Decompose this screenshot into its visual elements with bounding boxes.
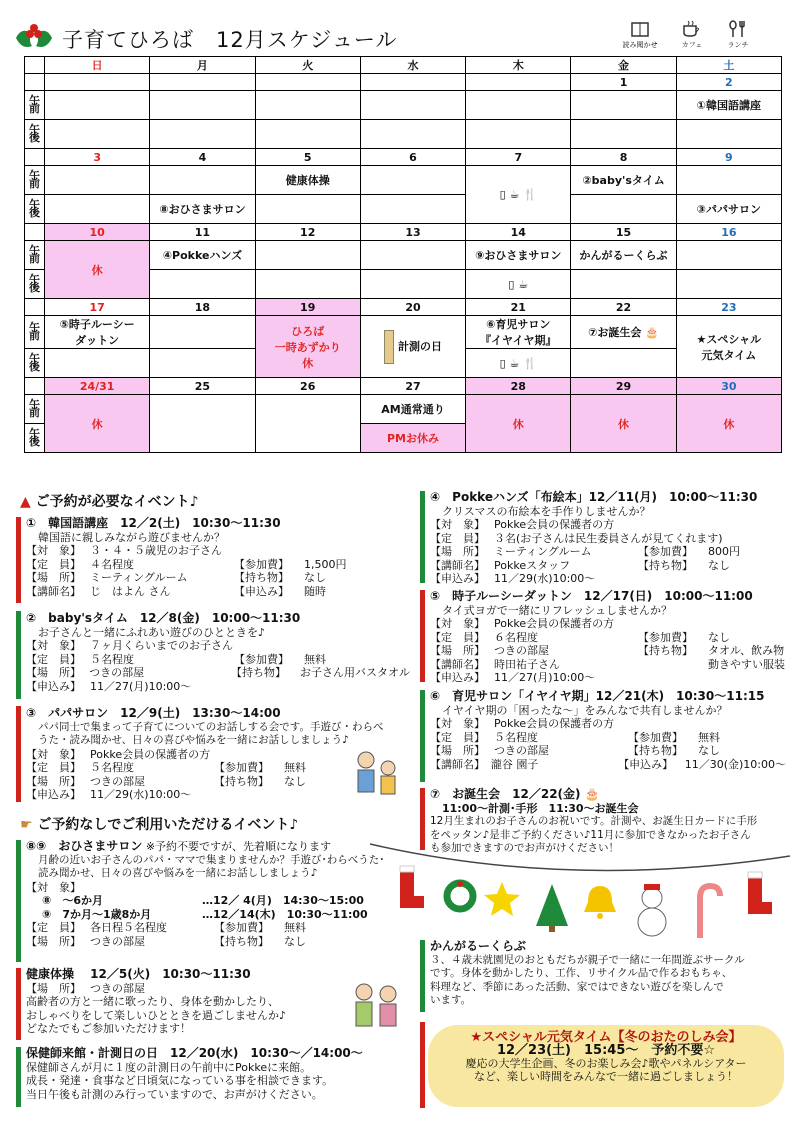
cafe-icon: ☕	[509, 356, 520, 370]
date-cell	[45, 74, 150, 91]
closed-cell: 休	[466, 395, 571, 453]
date-cell: 27	[360, 378, 465, 395]
event-birthday: ⑦ お誕生会 12／22(金) 🎂 11:00～計測･手形 11:30～お誕生会 12月生まれのお子さんのお祝いです。計測や、お誕生日カードに手形 をペッタン♪是非ご予約ください♪11月に参加できなかったお子さん も参加できますのでお声がけください！	[430, 787, 758, 854]
am-label: 午前	[25, 241, 45, 270]
closed-cell: 休	[45, 241, 150, 299]
accent-bar	[420, 1022, 425, 1108]
event-cell: ⑧おひさまサロン	[150, 195, 255, 224]
pm-label: 午後	[25, 349, 45, 378]
date-cell: 5	[255, 149, 360, 166]
closed-cell: 休	[45, 395, 150, 453]
date-cell: 8	[571, 149, 676, 166]
event-cell: ⑥育児サロン 『イヤイヤ期』	[466, 316, 571, 349]
icon-cell	[466, 349, 571, 378]
date-cell: 26	[255, 378, 360, 395]
date-cell: 15	[571, 224, 676, 241]
date-cell: 11	[150, 224, 255, 241]
date-cell: 25	[150, 378, 255, 395]
legend-label: カフェ	[681, 41, 703, 49]
icon-cell	[466, 270, 571, 299]
closed-cell: 休	[676, 395, 781, 453]
event-hoken: 保健師来館・計測日の日 12／20(水) 10:30～／14:00～ 保健師さんが月に１度の計測日の午前中にPokkeに来館。 成長・発達・食事など日頃気になっている事を相談できます。 当日午後も計測のみ行っていますので、お声がけください。	[26, 1046, 363, 1101]
header	[14, 20, 784, 56]
date-cell: 14	[466, 224, 571, 241]
cafe-icon	[681, 20, 703, 38]
am-label: 午前	[25, 316, 45, 349]
date-cell: 4	[150, 149, 255, 166]
pm-label: 午後	[25, 270, 45, 299]
wreath-icon	[447, 881, 473, 909]
date-cell: 3	[45, 149, 150, 166]
weekday-wed: 水	[360, 57, 465, 74]
date-cell: 20	[360, 299, 465, 316]
am-label: 午前	[25, 395, 45, 424]
date-cell: 6	[360, 149, 465, 166]
pm-label: 午後	[25, 120, 45, 149]
tree-icon	[536, 884, 568, 932]
weekday-thu: 木	[466, 57, 571, 74]
cake-icon: 🎂	[584, 787, 600, 801]
date-cell: 23	[676, 299, 781, 316]
lunch-icon: 🍴	[523, 356, 537, 370]
reserve-heading: ▲ ご予約が必要なイベント♪	[20, 494, 199, 510]
measure-icon	[384, 330, 394, 364]
accent-bar	[420, 491, 425, 583]
legend-label: ランチ	[727, 41, 749, 49]
event-cell: ⑨おひさまサロン	[466, 241, 571, 270]
book-icon: ▯	[508, 277, 515, 291]
accent-bar	[16, 517, 21, 603]
icon-cell	[466, 166, 571, 224]
candy-cane-icon	[700, 886, 720, 938]
santa-hat-icon: ▲	[20, 494, 31, 510]
legend-book	[610, 20, 670, 50]
date-cell: 22	[571, 299, 676, 316]
date-cell: 13	[360, 224, 465, 241]
accent-bar	[420, 940, 425, 1012]
snowman-icon	[638, 884, 666, 936]
weekday-mon: 月	[150, 57, 255, 74]
event-cell: ★スペシャル 元気タイム	[676, 316, 781, 378]
date-cell: 18	[150, 299, 255, 316]
pm-label: 午後	[25, 424, 45, 453]
elderly-couple-icon	[346, 980, 406, 1036]
pointing-hand-icon: ☛	[20, 817, 33, 833]
weekday-tue: 火	[255, 57, 360, 74]
event-cell: ①韓国語講座	[676, 91, 781, 120]
date-cell: 30	[676, 378, 781, 395]
event-cell: ②baby'sタイム	[571, 166, 676, 195]
date-cell: 28	[466, 378, 571, 395]
date-cell: 16	[676, 224, 781, 241]
date-cell: 10	[45, 224, 150, 241]
weekday-sat: 土	[676, 57, 781, 74]
book-icon: ▯	[499, 188, 506, 201]
noreserve-heading: ☛ ご予約なしでご利用いただけるイベント♪	[20, 817, 299, 833]
event-cell: AM通常通り	[360, 395, 465, 424]
stocking-icon	[748, 872, 772, 914]
am-label: 午前	[25, 91, 45, 120]
event-lucy-datton: ⑤ 時子ルーシーダットン 12／17(日) 10:00～11:00 タイ式ヨガで一緒にリフレッシュしませんか？ 【対 象】 Pokke会員の保護者の方 【定 員】 ６名程度 【参加費】 なし 【場 所】 つきの部屋 【持ち物】 タオル、飲み物 【講師名】 時田祐子さん 動きやすい服装 【申込み】 11／27(月)10:00～	[430, 589, 785, 684]
accent-bar	[16, 840, 21, 962]
date-cell	[466, 74, 571, 91]
event-kangaroo: かんがるーくらぶ ３、４歳未就園児のおともだちが親子で一緒に一年間遊ぶサークル です。身体を動かしたり、工作、リサイクル品で作るおもちゃ、 料理など、季節にあった活動、家ではできない遊びを楽しんで います。	[430, 939, 745, 1006]
closed-cell: PMお休み	[360, 424, 465, 453]
star-icon	[484, 882, 520, 916]
event-ohisama: ⑧⑨ おひさまサロン ※予約不要ですが、先着順になります 月齢の近いお子さんのパパ・ママで集まりませんか？手遊び･わらべうた･ 読み聞かせ、日々の喜びや悩みを一緒にお話ししましょう♪ 【対 象】 ⑧ ～6か月 …12／ 4(月) 14:30～15:00 ⑨ 7か月～1歳8か月 …12／14(木) 10:30～11:00 【定 員】 各日程５名程度 【参加費】 無料 【場 所】 つきの部屋 【持ち物】 なし	[26, 839, 385, 948]
accent-bar	[16, 611, 21, 699]
special-event-box: ★スペシャル元気タイム【冬のおたのしみ会】 12／23(土) 15:45～ 予約不要☆ 慶応の大学生企画、冬のお楽しみ会♪歌やパネルシアター など、楽しい時間をみんなで一緒に過ごしましょう！	[428, 1025, 784, 1107]
date-cell: 17	[45, 299, 150, 316]
date-cell: 9	[676, 149, 781, 166]
event-cell: ③パパサロン	[676, 195, 781, 224]
weekday-fri: 金	[571, 57, 676, 74]
accent-bar	[420, 690, 425, 782]
book-icon	[630, 20, 650, 38]
event-kenko: 健康体操 12／5(火) 10:30～11:30 【場 所】 つきの部屋 高齢者の方と一緒に歌ったり、身体を動かしたり、 おしゃべりをして楽しいひとときを過ごしませんか♪ どなたでもご参加いただけます！	[26, 967, 287, 1035]
holly-icon	[14, 24, 54, 54]
weekday-sun: 日	[45, 57, 150, 74]
date-cell: 21	[466, 299, 571, 316]
event-iyaiya: ⑥ 育児サロン「イヤイヤ期」12／21(木) 10:30～11:15 イヤイヤ期の「困ったな～」をみんなで共有しませんか？ 【対 象】 Pokke会員の保護者の方 【定 員】 ５名程度 【参加費】 無料 【場 所】 つきの部屋 【持ち物】 なし 【講師名】 瀧谷 園子 【申込み】 11／30(金)10:00～	[430, 689, 786, 771]
closed-cell: ひろば 一時あずかり 休	[255, 316, 360, 378]
date-cell: 19	[255, 299, 360, 316]
cafe-icon: ☕	[509, 188, 520, 201]
date-cell: 12	[255, 224, 360, 241]
event-babys: ② baby'sタイム 12／8(金) 10:00～11:30 お子さんと一緒にふれあい遊びのひとときを♪ 【対 象】 ７ヶ月くらいまでのお子さん 【定 員】 ５名程度 【参加費】 無料 【場 所】 つきの部屋 【持ち物】 お子さん用バスタオル 【申込み】 11／27(月)10:00～	[26, 611, 410, 693]
date-cell: 1	[571, 74, 676, 91]
book-icon: ▯	[499, 356, 506, 370]
event-cell: 計測の日	[360, 316, 465, 378]
date-cell: 7	[466, 149, 571, 166]
event-cell: ⑦お誕生会 🎂	[571, 316, 676, 349]
event-papa: ③ パパサロン 12／9(土) 13:30～14:00 パパ同士で集まって子育てについてのお話しする会です。手遊び・わらべ うた・読み聞かせ、日々の喜びや悩みを一緒にお話ししましょう♪ 【対 象】 Pokke会員の保護者の方 【定 員】 ５名程度 【参加費】 無料 【場 所】 つきの部屋 【持ち物】 なし 【申込み】 11／29(水)10:00～	[26, 706, 384, 801]
accent-bar	[16, 706, 21, 802]
cafe-icon: ☕	[518, 277, 529, 291]
pm-label: 午後	[25, 195, 45, 224]
am-label: 午前	[25, 166, 45, 195]
legend-lunch	[708, 20, 768, 50]
date-cell	[150, 74, 255, 91]
event-cell: かんがるーくらぶ	[571, 241, 676, 270]
date-cell	[360, 74, 465, 91]
event-korean: ① 韓国語講座 12／2(土) 10:30～11:30 韓国語に親しみながら遊びませんか？ 【対 象】 ３・４・５歳児のお子さん 【定 員】 ４名程度 【参加費】 1,500円 【場 所】 ミーティングルーム 【持ち物】 なし 【講師名】 じ はよん さん 【申込み】 随時	[26, 516, 347, 598]
closed-cell: 休	[571, 395, 676, 453]
cake-icon: 🎂	[645, 326, 659, 339]
bell-icon	[584, 886, 616, 919]
event-cell: ⑤時子ルーシー ダットン	[45, 316, 150, 349]
accent-bar	[420, 590, 425, 682]
page-title: 子育てひろば 12月スケジュール	[62, 28, 398, 52]
event-cell: ④Pokkeハンズ	[150, 241, 255, 270]
parent-child-icon	[346, 748, 404, 804]
christmas-garland	[370, 840, 790, 950]
date-cell: 29	[571, 378, 676, 395]
date-cell: 24/31	[45, 378, 150, 395]
date-cell	[255, 74, 360, 91]
event-pokke-hands: ④ Pokkeハンズ「布絵本」12／11(月) 10:00～11:30 クリスマスの布絵本を手作りしませんか？ 【対 象】 Pokke会員の保護者の方 【定 員】 ３名(お子さんは民生委員さんが見てくれます) 【場 所】 ミーティングルーム 【参加費】 800円 【講師名】 Pokkeスタッフ 【持ち物】 なし 【申込み】 11／29(水)10:00～	[430, 490, 758, 585]
weekday-header	[25, 57, 782, 74]
event-cell: 健康体操	[255, 166, 360, 195]
accent-bar	[16, 1047, 21, 1107]
calendar-table	[24, 56, 782, 453]
stocking-icon	[400, 866, 424, 908]
legend-label: 読み聞かせ	[622, 41, 658, 49]
date-cell: 2	[676, 74, 781, 91]
lunch-icon: 🍴	[523, 188, 537, 201]
lunch-icon	[727, 20, 749, 38]
accent-bar	[16, 968, 21, 1040]
